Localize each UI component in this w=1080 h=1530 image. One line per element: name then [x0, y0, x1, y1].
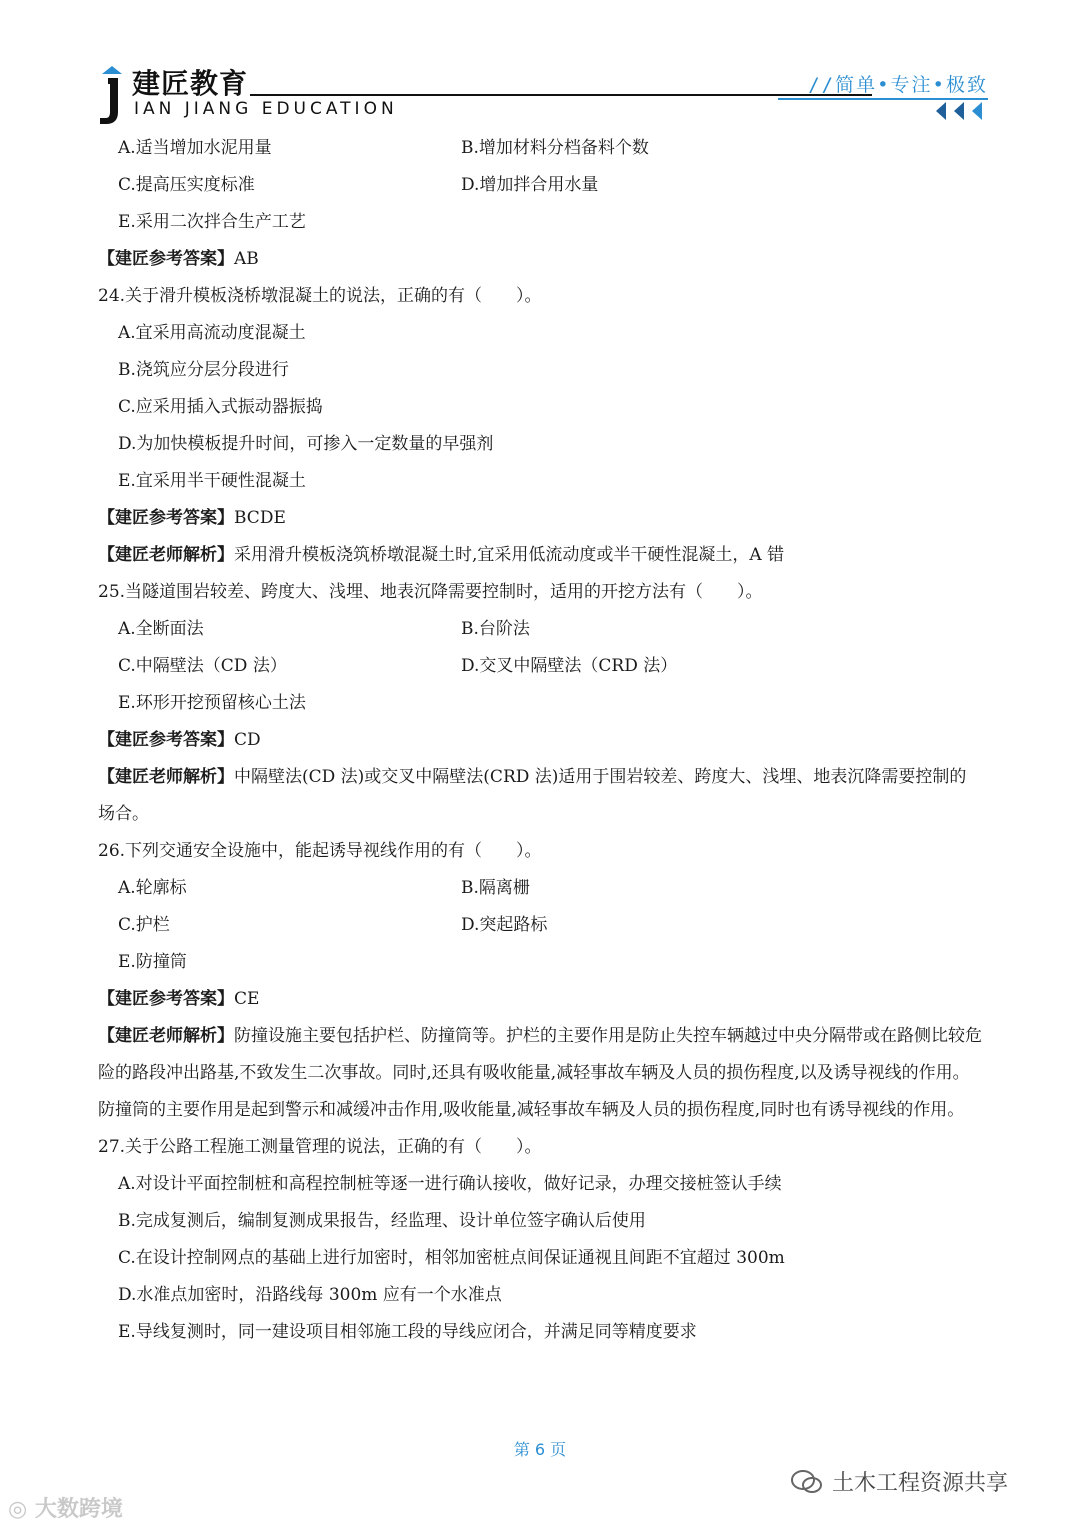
- brand-name: 建匠教育: [132, 67, 249, 100]
- watermark-right-text: 土木工程资源共享: [832, 1471, 1009, 1496]
- option-row: [98, 870, 982, 907]
- label-tag: 【建匠参考答案】: [98, 989, 234, 1009]
- label-text: CD: [234, 730, 261, 750]
- option-item: E.宜采用半干硬性混凝土: [118, 471, 306, 491]
- option-item: D.为加快模板提升时间，可掺入一定数量的早强剂: [118, 434, 494, 454]
- option-item: C.护栏: [118, 915, 170, 935]
- option-row: [98, 907, 982, 944]
- option-item: D.突起路标: [461, 915, 548, 935]
- header-divider: [250, 94, 872, 96]
- option-row: [98, 167, 982, 204]
- option-item: C.在设计控制网点的基础上进行加密时，相邻加密桩点间保证通视且间距不宜超过 300m: [118, 1248, 785, 1268]
- option-item: B.增加材料分档备料个数: [461, 138, 649, 158]
- page-number: 第 6 页: [513, 1440, 567, 1459]
- answer-line: [98, 722, 982, 759]
- option-item: B.台阶法: [461, 619, 530, 639]
- option-item: A.对设计平面控制桩和高程控制桩等逐一进行确认接收，做好记录，办理交接桩签认手续: [118, 1174, 782, 1194]
- label-tag: 【建匠老师解析】: [98, 545, 234, 565]
- option-item: A.轮廓标: [118, 878, 187, 898]
- option-row: [98, 611, 982, 648]
- option-item: A.宜采用高流动度混凝土: [118, 323, 306, 343]
- label-tag: 【建匠老师解析】: [98, 1026, 234, 1046]
- wechat-icon: [790, 1468, 824, 1496]
- option-item: E.导线复测时，同一建设项目相邻施工段的导线应闭合，并满足同等精度要求: [118, 1322, 697, 1342]
- slogan: //简单•专注•极致: [808, 74, 988, 96]
- option-item: B.完成复测后，编制复测成果报告，经监理、设计单位签字确认后使用: [118, 1211, 646, 1231]
- label-tag: 【建匠老师解析】: [98, 767, 234, 787]
- brand-logo-j: [98, 66, 126, 126]
- label-tag: 【建匠参考答案】: [98, 508, 234, 528]
- option-row: [98, 130, 982, 167]
- option-item: D.水准点加密时，沿路线每 300m 应有一个水准点: [118, 1285, 502, 1305]
- question-text: 24.关于滑升模板浇桥墩混凝土的说法，正确的有（ ）。: [98, 286, 542, 306]
- analysis-line: [98, 759, 982, 833]
- brand-english: IAN JIANG EDUCATION: [134, 99, 398, 119]
- label-text: 中隔壁法(CD 法)或交叉中隔壁法(CRD 法)适用于围岩较差、跨度大、浅埋、地表沉降需要控制的场合。: [98, 767, 967, 824]
- question-text: 26.下列交通安全设施中，能起诱导视线作用的有（ ）。: [98, 841, 542, 861]
- option-item: B.隔离栅: [461, 878, 530, 898]
- analysis-line: [98, 1018, 982, 1129]
- option-item: E.防撞筒: [118, 952, 187, 972]
- option-item: C.应采用插入式振动器振捣: [118, 397, 323, 417]
- option-item: E.环形开挖预留核心土法: [118, 693, 306, 713]
- option-item: D.增加拌合用水量: [461, 175, 599, 195]
- option-item: E.采用二次拌合生产工艺: [118, 212, 306, 232]
- label-text: BCDE: [234, 508, 286, 528]
- answer-line: [98, 981, 982, 1018]
- answer-line: [98, 500, 982, 537]
- option-item: C.提高压实度标准: [118, 175, 255, 195]
- label-tag: 【建匠参考答案】: [98, 249, 234, 269]
- option-item: A.全断面法: [118, 619, 204, 639]
- answer-line: [98, 241, 982, 278]
- option-item: C.中隔壁法（CD 法）: [118, 656, 287, 676]
- watermark-logo-icon: ◎: [8, 1497, 28, 1522]
- label-tag: 【建匠参考答案】: [98, 730, 234, 750]
- page-header: [98, 58, 988, 128]
- option-item: B.浇筑应分层分段进行: [118, 360, 289, 380]
- option-row: [98, 648, 982, 685]
- label-text: 采用滑升模板浇筑桥墩混凝土时,宜采用低流动度或半干硬性混凝土，A 错: [234, 545, 785, 565]
- label-text: AB: [234, 249, 259, 269]
- label-text: 防撞设施主要包括护栏、防撞筒等。护栏的主要作用是防止失控车辆越过中央分隔带或在路侧比较危险的路段冲出路基,不致发生二次事故。同时,还具有吸收能量,减轻事故车辆及人员的损伤程度,以及诱导视线的作用。防撞筒的主要作用是起到警示和减缓冲击作用,吸收能量,减轻事故车辆及人员的损伤程度,同时也有诱导视线的作用。: [98, 1026, 982, 1120]
- document-body: [98, 130, 982, 1351]
- watermark-left: [8, 1492, 123, 1523]
- analysis-line: [98, 537, 982, 574]
- question-text: 27.关于公路工程施工测量管理的说法，正确的有（ ）。: [98, 1137, 542, 1157]
- option-item: A.适当增加水泥用量: [118, 138, 272, 158]
- question-text: 25.当隧道围岩较差、跨度大、浅埋、地表沉降需要控制时，适用的开挖方法有（ ）。: [98, 582, 763, 602]
- watermark-left-text: 大数跨境: [34, 1497, 123, 1522]
- option-item: D.交叉中隔壁法（CRD 法）: [461, 656, 678, 676]
- triple-arrow-icon: [934, 100, 988, 122]
- label-text: CE: [234, 989, 260, 1009]
- watermark-right: [790, 1466, 1008, 1497]
